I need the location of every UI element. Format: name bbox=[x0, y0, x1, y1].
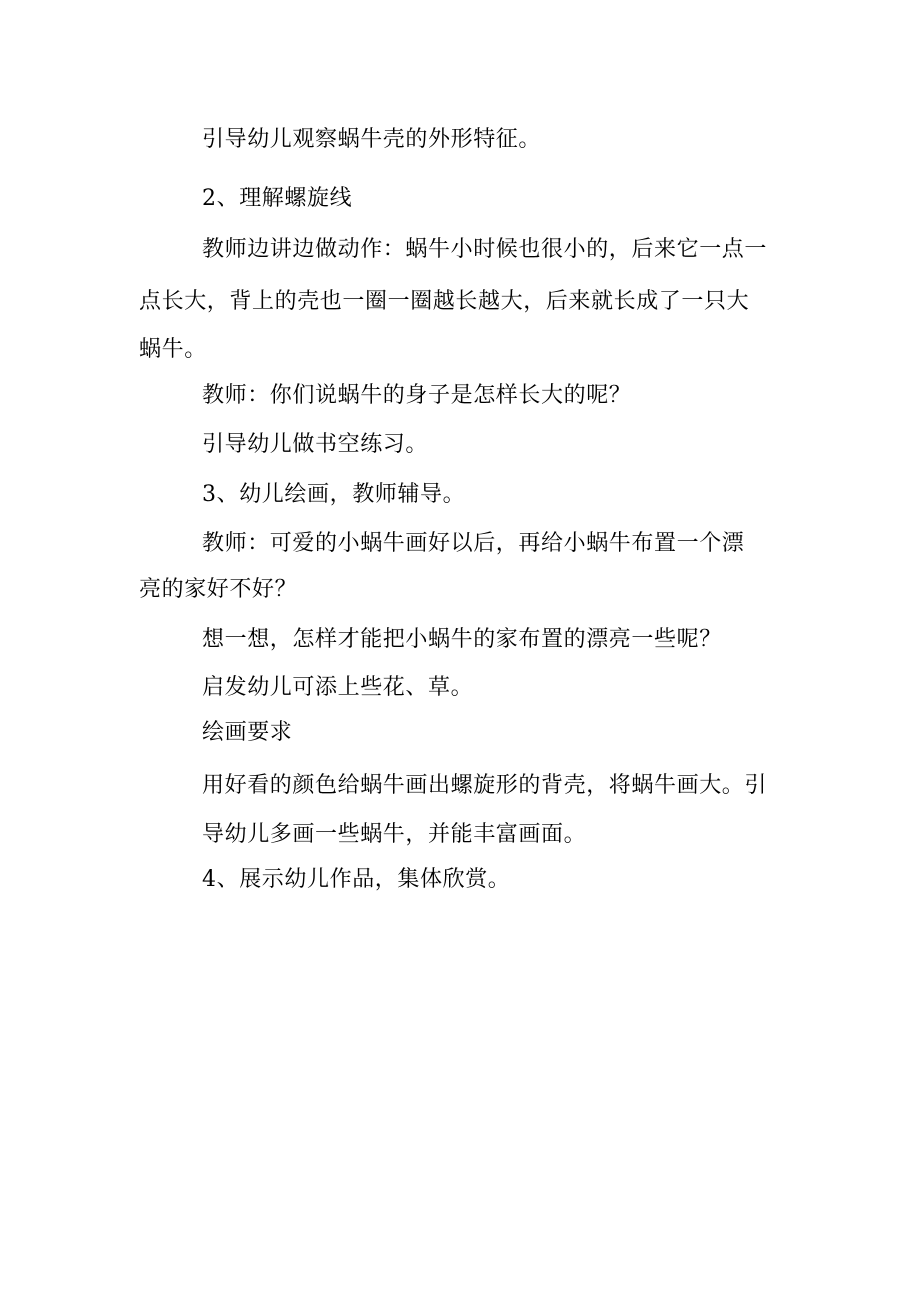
paragraph-line: 引导幼儿观察蜗牛壳的外形特征。 bbox=[202, 127, 542, 152]
section-heading: 绘画要求 bbox=[202, 720, 293, 745]
paragraph-line: 亮的家好不好？ bbox=[139, 577, 298, 602]
section-heading: 2、理解螺旋线 bbox=[202, 186, 353, 211]
paragraph-line: 蜗牛。 bbox=[139, 337, 207, 362]
paragraph-line: 导幼儿多画一些蜗牛，并能丰富画面。 bbox=[202, 822, 587, 847]
paragraph-line: 教师：你们说蜗牛的身子是怎样长大的呢？ bbox=[202, 383, 632, 408]
section-heading: 4、展示幼儿作品，集体欣赏。 bbox=[202, 867, 511, 892]
paragraph-line: 教师：可爱的小蜗牛画好以后，再给小蜗牛布置一个漂 bbox=[202, 531, 745, 556]
paragraph-line: 用好看的颜色给蜗牛画出螺旋形的背壳，将蜗牛画大。引 bbox=[202, 773, 768, 798]
paragraph-line: 引导幼儿做书空练习。 bbox=[202, 432, 429, 457]
paragraph-line: 启发幼儿可添上些花、草。 bbox=[202, 675, 474, 700]
paragraph-line: 想一想，怎样才能把小蜗牛的家布置的漂亮一些呢？ bbox=[202, 627, 722, 652]
section-heading: 3、幼儿绘画，教师辅导。 bbox=[202, 482, 466, 507]
paragraph-line: 点长大，背上的壳也一圈一圈越长越大，后来就长成了一只大 bbox=[139, 289, 750, 314]
paragraph-line: 教师边讲边做动作：蜗牛小时候也很小的，后来它一点一 bbox=[202, 237, 768, 262]
